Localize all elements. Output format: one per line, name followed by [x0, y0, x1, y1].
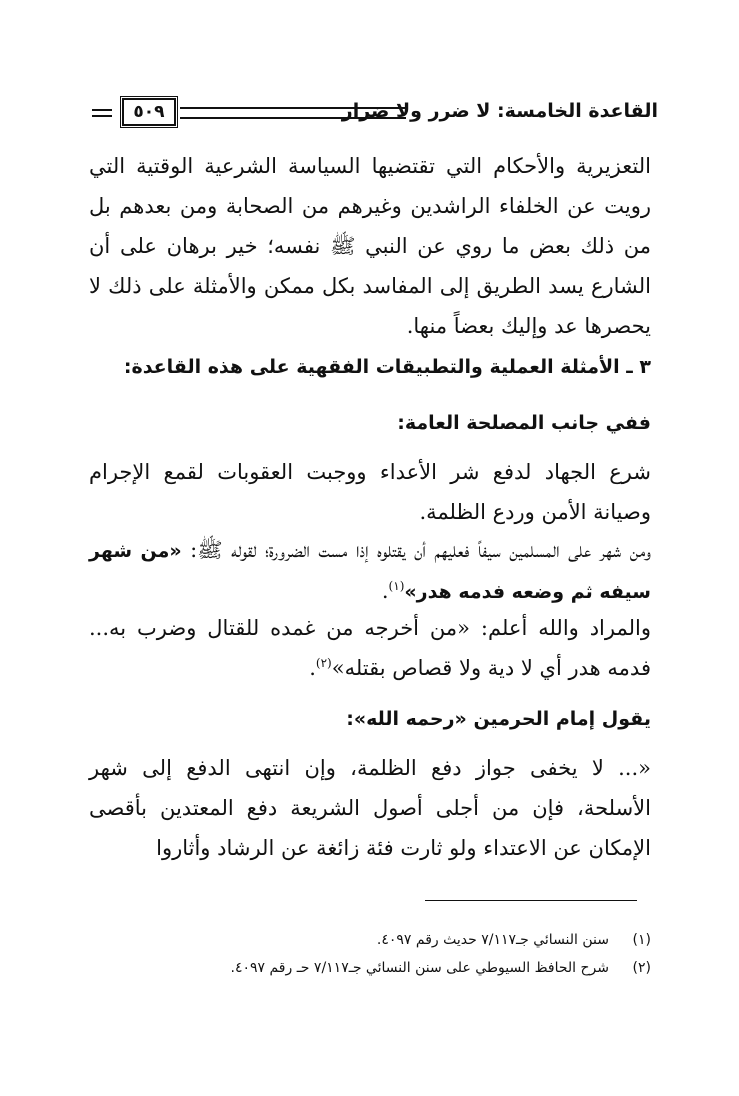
- paragraph-4-end: .: [309, 656, 316, 680]
- footnote-text: سنن النسائي جـ٧/١١٧ حديث رقم ٤٠٩٧.: [376, 932, 609, 948]
- footnote-1: [89, 926, 651, 954]
- paragraph-4: [89, 608, 651, 688]
- paragraph-2: شرع الجهاد لدفع شر الأعداء ووجبت العقوبات لقمع الإجرام وصيانة الأمن وردع الظلمة.: [89, 460, 651, 524]
- footnote-number: (٢): [632, 960, 651, 976]
- paragraph-3-end: .: [381, 579, 389, 603]
- page-number: ٥٠٩: [122, 98, 176, 126]
- paragraph-1: التعزيرية والأحكام التي تقتضيها السياسة الشرعية الوقتية التي رويت عن الخلفاء الراشدين وغيرهم من الصحابة ومن بعدهم بل من ذلك بعض ما روي عن النبي ﷺ نفسه؛ خير برهان على أن الشارع يسد الطريق إلى المفاسد بكل ممكن والأمثلة على ذلك لا يحصرها عد وإليك بعضاً منها.: [89, 154, 651, 338]
- subheading-imam: يقول إمام الحرمين «رحمه الله»:: [346, 708, 651, 730]
- page-header: [92, 98, 658, 128]
- paragraph-3: [89, 530, 651, 612]
- footnote-number: (١): [632, 932, 651, 948]
- running-title: القاعدة الخامسة: لا ضرر ولا ضرار: [341, 100, 658, 122]
- hadith-quote: «من شهر سيفه ثم وضعه فدمه هدر»: [89, 540, 651, 603]
- paragraph-4-text: والمراد والله أعلم: «من أخرجه من غمده للقتال وضرب به... فدمه هدر أي لا دية ولا قصاص بقتله»: [89, 616, 651, 680]
- footnote-text: شرح الحافظ السيوطي على سنن النسائي جـ٧/١١٧ حـ رقم ٤٠٩٧.: [230, 960, 609, 976]
- footnote-separator: [425, 900, 637, 901]
- paragraph-3-text: ومن شهر على المسلمين سيفاً فعليهم أن يقتلوه إذا مست الضرورة؛ لقوله ﷺ:: [181, 538, 651, 562]
- section-heading: ٣ ـ الأمثلة العملية والتطبيقات الفقهية على هذه القاعدة:: [123, 356, 651, 378]
- footnote-2: [89, 954, 651, 982]
- header-rule: [180, 107, 406, 119]
- paragraph-5: «... لا يخفى جواز دفع الظلمة، وإن انتهى الدفع إلى شهر الأسلحة، فإن من أجلى أصول الشريعة دفع المعتدين بأقصى الإمكان عن الاعتداء ولو ثارت فئة زائغة عن الرشاد وأثاروا: [89, 756, 651, 860]
- footnote-ref-2[interactable]: (٢): [315, 656, 332, 670]
- subheading-public-interest: ففي جانب المصلحة العامة:: [397, 412, 651, 434]
- footnote-ref-1[interactable]: (١): [388, 579, 405, 593]
- header-rule-left: [92, 109, 112, 117]
- footnotes: [89, 926, 651, 982]
